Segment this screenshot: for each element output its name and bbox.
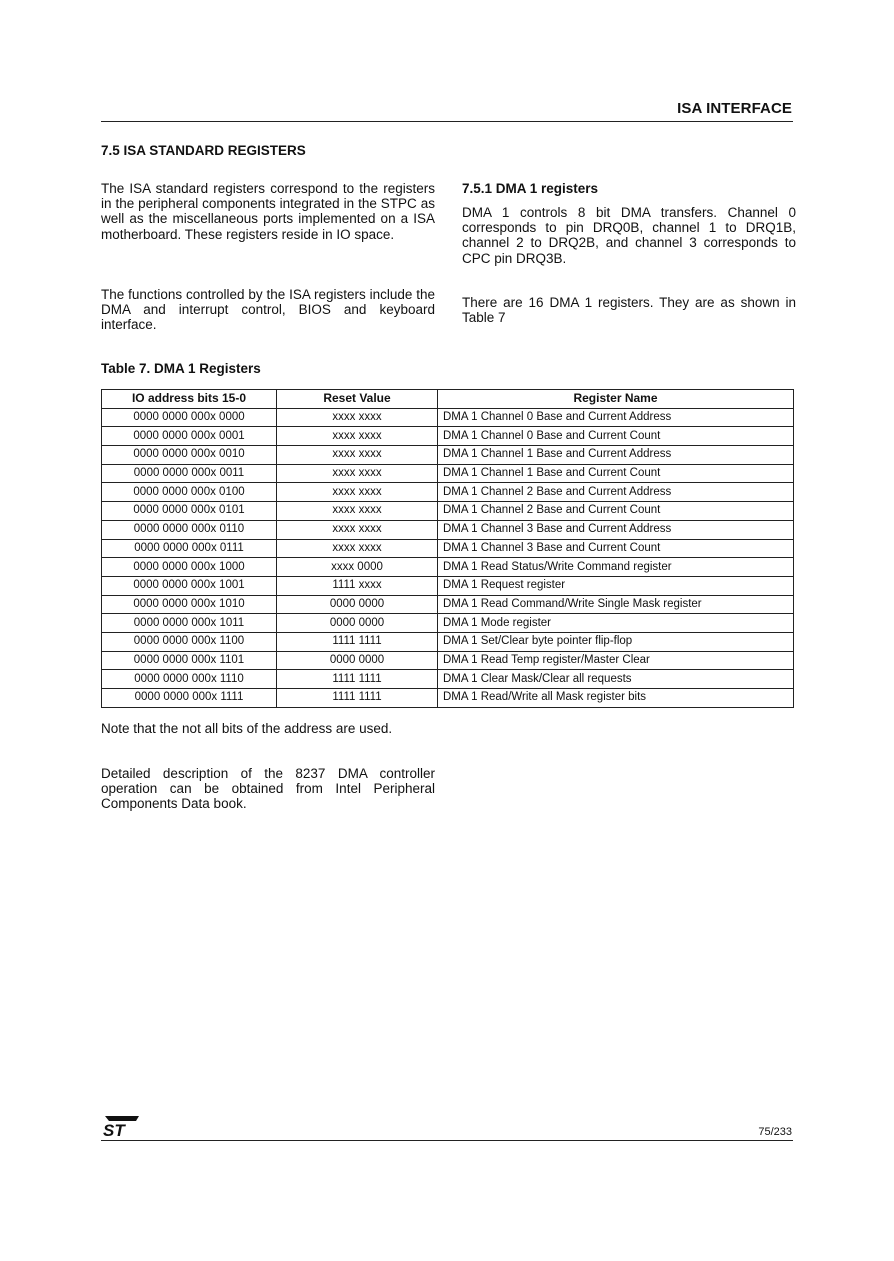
io-address-cell: 0000 0000 000x 0010 <box>102 446 277 465</box>
column-header-io-address: IO address bits 15-0 <box>102 390 277 409</box>
io-address-cell: 0000 0000 000x 1101 <box>102 651 277 670</box>
register-name-cell: DMA 1 Channel 0 Base and Current Address <box>438 408 794 427</box>
reset-value-cell: xxxx xxxx <box>277 502 438 521</box>
logo-lettering: ST <box>103 1121 125 1138</box>
io-address-cell: 0000 0000 000x 0000 <box>102 408 277 427</box>
table-caption: Table 7. DMA 1 Registers <box>101 361 261 376</box>
register-name-cell: DMA 1 Channel 1 Base and Current Count <box>438 464 794 483</box>
st-logo-icon <box>101 1116 139 1138</box>
dma-paragraph-2: There are 16 DMA 1 registers. They are as shown in Table 7 <box>462 295 796 326</box>
table-row <box>102 539 794 558</box>
io-address-cell: 0000 0000 000x 1001 <box>102 576 277 595</box>
io-address-cell: 0000 0000 000x 0101 <box>102 502 277 521</box>
register-name-cell: DMA 1 Channel 0 Base and Current Count <box>438 427 794 446</box>
table-row <box>102 558 794 577</box>
register-name-cell: DMA 1 Read/Write all Mask register bits <box>438 689 794 708</box>
io-address-cell: 0000 0000 000x 1100 <box>102 632 277 651</box>
register-name-cell: DMA 1 Read Command/Write Single Mask register <box>438 595 794 614</box>
io-address-cell: 0000 0000 000x 0111 <box>102 539 277 558</box>
reset-value-cell: xxxx xxxx <box>277 408 438 427</box>
header-divider <box>101 121 793 122</box>
page-number: 75/233 <box>758 1126 792 1138</box>
column-header-register-name: Register Name <box>438 390 794 409</box>
note-paragraph-2: Detailed description of the 8237 DMA controller operation can be obtained from Intel Peripheral Components Data book. <box>101 766 435 812</box>
table-body <box>102 408 794 707</box>
reset-value-cell: 0000 0000 <box>277 595 438 614</box>
reset-value-cell: xxxx xxxx <box>277 427 438 446</box>
register-name-cell: DMA 1 Channel 3 Base and Current Count <box>438 539 794 558</box>
register-name-cell: DMA 1 Read Temp register/Master Clear <box>438 651 794 670</box>
table-row <box>102 427 794 446</box>
table-row <box>102 502 794 521</box>
table-row <box>102 520 794 539</box>
table-row <box>102 446 794 465</box>
reset-value-cell: xxxx xxxx <box>277 520 438 539</box>
reset-value-cell: 0000 0000 <box>277 614 438 633</box>
register-name-cell: DMA 1 Clear Mask/Clear all requests <box>438 670 794 689</box>
reset-value-cell: 1111 1111 <box>277 632 438 651</box>
register-name-cell: DMA 1 Channel 1 Base and Current Address <box>438 446 794 465</box>
table-row <box>102 632 794 651</box>
footer-divider <box>101 1140 793 1141</box>
reset-value-cell: xxxx 0000 <box>277 558 438 577</box>
section-title: 7.5 ISA STANDARD REGISTERS <box>101 143 306 158</box>
table-row <box>102 614 794 633</box>
io-address-cell: 0000 0000 000x 0110 <box>102 520 277 539</box>
io-address-cell: 0000 0000 000x 0001 <box>102 427 277 446</box>
note-paragraph-1: Note that the not all bits of the address are used. <box>101 721 393 736</box>
io-address-cell: 0000 0000 000x 0100 <box>102 483 277 502</box>
io-address-cell: 0000 0000 000x 1110 <box>102 670 277 689</box>
register-name-cell: DMA 1 Channel 2 Base and Current Address <box>438 483 794 502</box>
table-row <box>102 408 794 427</box>
reset-value-cell: 0000 0000 <box>277 651 438 670</box>
reset-value-cell: xxxx xxxx <box>277 483 438 502</box>
table-row <box>102 689 794 708</box>
reset-value-cell: 1111 1111 <box>277 689 438 708</box>
table-header-row <box>102 390 794 409</box>
reset-value-cell: xxxx xxxx <box>277 539 438 558</box>
io-address-cell: 0000 0000 000x 1000 <box>102 558 277 577</box>
io-address-cell: 0000 0000 000x 0011 <box>102 464 277 483</box>
register-name-cell: DMA 1 Set/Clear byte pointer flip-flop <box>438 632 794 651</box>
register-name-cell: DMA 1 Channel 2 Base and Current Count <box>438 502 794 521</box>
reset-value-cell: xxxx xxxx <box>277 446 438 465</box>
register-name-cell: DMA 1 Read Status/Write Command register <box>438 558 794 577</box>
reset-value-cell: 1111 xxxx <box>277 576 438 595</box>
register-name-cell: DMA 1 Request register <box>438 576 794 595</box>
table-row <box>102 576 794 595</box>
register-name-cell: DMA 1 Mode register <box>438 614 794 633</box>
reset-value-cell: 1111 1111 <box>277 670 438 689</box>
running-header-title: ISA INTERFACE <box>677 100 792 117</box>
intro-paragraph-1: The ISA standard registers correspond to the registers in the peripheral components integrated in the STPC as well as the miscellaneous ports implemented on a ISA motherboard. These registers reside in IO space. <box>101 181 435 242</box>
column-header-reset-value: Reset Value <box>277 390 438 409</box>
dma-registers-table <box>101 389 794 708</box>
reset-value-cell: xxxx xxxx <box>277 464 438 483</box>
table-row <box>102 651 794 670</box>
subsection-title: 7.5.1 DMA 1 registers <box>462 181 599 196</box>
io-address-cell: 0000 0000 000x 1111 <box>102 689 277 708</box>
intro-paragraph-2: The functions controlled by the ISA registers include the DMA and interrupt control, BIOS and keyboard interface. <box>101 287 435 333</box>
table-row <box>102 464 794 483</box>
table-row <box>102 595 794 614</box>
register-name-cell: DMA 1 Channel 3 Base and Current Address <box>438 520 794 539</box>
io-address-cell: 0000 0000 000x 1011 <box>102 614 277 633</box>
table-row <box>102 483 794 502</box>
io-address-cell: 0000 0000 000x 1010 <box>102 595 277 614</box>
dma-paragraph-1: DMA 1 controls 8 bit DMA transfers. Channel 0 corresponds to pin DRQ0B, channel 1 to DRQ1B, channel 2 to DRQ2B, and channel 3 corresponds to CPC pin DRQ3B. <box>462 205 796 266</box>
table-row <box>102 670 794 689</box>
